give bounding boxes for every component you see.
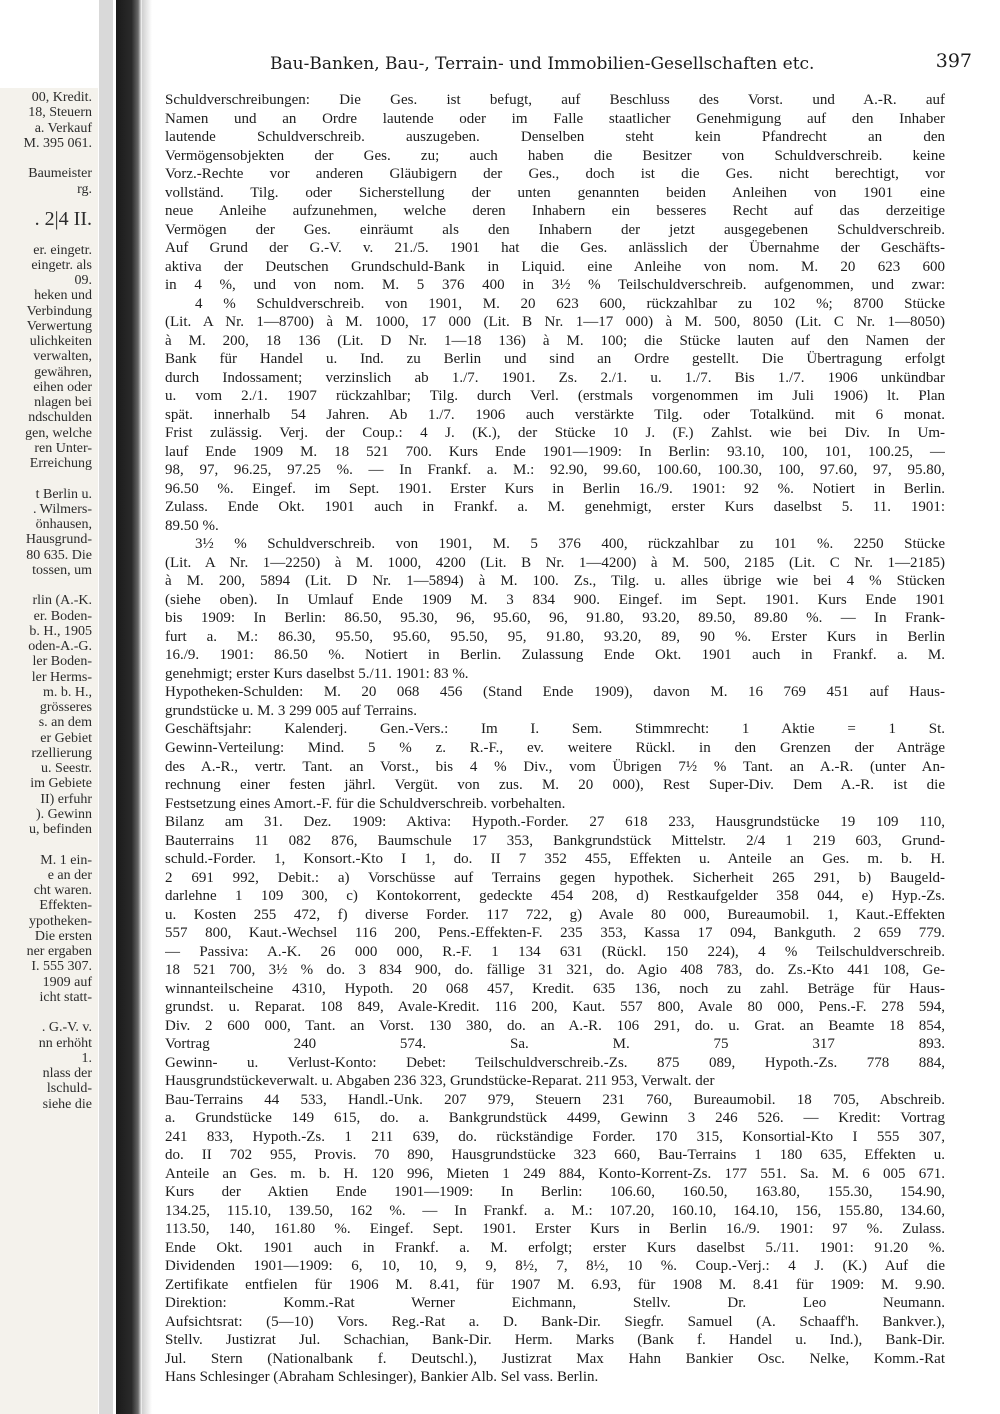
text-line: lautende Schuldverschreib. auszugeben. Denselben steht kein Pfandrecht an den [165,129,945,146]
left-fragment-line: tossen, um [32,562,92,578]
text-line: u. Kosten 255 472, f) diverse Forder. 117 722, g) Avale 80 000, Bureaumobil. 1, Kaut.-Effekten [165,906,945,923]
text-line: Vortrag 240 574. Sa. M. 75 317 893. [165,1036,945,1053]
left-fragment-line: u. Seestr. [41,761,92,776]
text-line: Gewinn-Verteilung: Mind. 5 % z. R.-F., ev. weitere Rückl. in den Grenzen der Anträge [165,740,945,756]
text-line: bis 1909: In Berlin: 86.50, 95.30, 96, 95.60, 96, 91.80, 93.20, 89.50, 89.80 %. — In Frank- [165,610,945,627]
left-fragment-line: . G.-V. v. [41,1020,92,1036]
left-fragment-line: M. 395 061. [23,135,92,151]
text-line: 16./9. 1901: 86.50 %. Notiert in Berlin. Zulassung Ende Okt. 1901 auch in Frankf. a. M. [165,647,945,664]
text-line: Stellv. Justizrat Jul. Schachian, Bank-Dir. Herm. Marks (Bank f. Handel u. Ind.), Bank-Dir. [165,1332,945,1349]
text-line: 2 691 992, Debit.: a) Vorschüsse auf Terrains gegen hypothek. Sicherheit 265 291, b) Baugeld- [165,869,945,886]
left-fragment-line: eihen oder [33,379,92,395]
text-line: 3½ % Schuldverschreib. von 1901, M. 5 376 400, rückzahlbar zu 101 %. 2250 Stücke [195,536,945,553]
text-line: Gewinn- u. Verlust-Konto: Debet: Teilschuldverschreib.-Zs. 875 089, Hypoth.-Zs. 778 884, [165,1054,945,1071]
left-fragment-line: II) erfuhr [40,791,92,807]
left-fragment-line: 18, Steuern [28,105,92,121]
left-fragment-line: lschuld- [46,1081,92,1097]
left-fragment-line: Verbindung [26,303,92,319]
text-line: u. vom 2./1. 1907 rückzahlbar; Tilg. durch Verl. (erstmals vorgenommen im Juli 1906) lt. Plan [165,388,945,405]
left-page-fragment [0,88,98,1414]
text-line: winnanteilscheine 4310, Hypoth. 20 068 457, Kredit. 635 136, noch zu zahl. Beträge für Haus- [165,980,945,997]
left-fragment-line: ). Gewinn [36,806,92,822]
text-line: 4 % Schuldverschreib. von 1901, M. 20 623 600, rückzahlbar zu 102 %; 8700 Stücke [195,295,945,312]
text-line: Zertifikate entfielen für 1906 M. 8.41, für 1907 M. 6.93, für 1908 M. 8.41 für 1909: M. 9.90. [165,1276,945,1293]
text-line: Namen und an Ordre lautende oder im Falle staatlicher Genehmigung auf den Inhaber [165,110,945,127]
text-line: Schuldverschreibungen: Die Ges. ist befugt, auf Beschluss des Vorst. und A.-R. auf [165,92,945,108]
left-fragment-line: m. b. H., [43,684,92,700]
left-fragment-line: rg. [77,181,92,197]
text-line: 18 521 700, 3½ % do. 3 834 900, do. fällige 31 321, do. Agio 408 783, do. Zs.-Kto 441 108, Ge- [165,962,945,979]
text-line: Aufsichtsrat: (5—10) Vors. Reg.-Rat a. D. Bank-Dir. Siegfr. Samuel (A. Schaaff'h. Bankver.), [165,1313,945,1330]
left-fragment-line: icht statt- [39,989,92,1005]
text-line: Vermögensobjekten der Ges. zu; auch haben die Besitzer von Schuldverschreib. keine [165,147,945,164]
text-line: 96.50 %. Eingef. im Sept. 1901. Erster Kurs in Berlin 16./9. 1901: 92 %. Notiert in Berlin. [165,480,945,497]
text-line: 98, 97, 96.25, 97.25 %. — In Frankf. a. M.: 92.90, 99.60, 100.60, 100.30, 100, 97.60, 97, 95.80, [165,462,945,479]
running-title: Bau-Banken, Bau-, Terrain- und Immobilien-Gesellschaften etc. [270,54,815,74]
left-fragment-line: Effekten- [39,898,92,914]
text-line: à M. 200, 18 136 (Lit. D Nr. 1—18 136) à M. 100; die Stücke lauten auf den Namen der [165,332,945,349]
left-fragment-line: . 2|4 II. [34,208,92,230]
left-fragment-line: ypotheken- [29,913,92,929]
text-line: grundstücke u. M. 3 299 005 auf Terrains. [165,702,417,719]
left-fragment-line: e an der [47,867,92,883]
left-fragment-line: 1. [81,1050,92,1066]
left-fragment-line: s. an dem [38,715,92,731]
page-number: 397 [935,50,972,72]
binding-shadow [116,0,142,1414]
left-fragment-line: u, befinden [29,822,92,837]
left-fragment-line: Baumeister [28,166,92,182]
left-fragment-line: er Gebiet [40,730,92,746]
text-line: — Passiva: A.-K. 26 000 000, R.-F. 1 134 631 (Rückl. 150 224), 4 % Teilschuldverschreib. [165,943,945,960]
main-text-column [165,92,945,1392]
text-line: Geschäftsjahr: Kalenderj. Gen.-Vers.: Im I. Sem. Stimmrecht: 1 Aktie = 1 St. [165,721,945,738]
text-line: rechnung einer festen jährl. Vergüt. von zus. M. 20 000), Rest Super-Div. Dem A.-R. ist die [165,777,945,794]
text-line: Auf Grund der G.-V. v. 21./5. 1901 hat die Ges. anlässlich der Übernahme der Geschäfts- [165,240,945,257]
text-line: Div. 2 600 000, Tant. an Vorst. 130 380, do. an A.-R. 106 291, do. u. Grat. an Beamte 18 854, [165,1017,945,1034]
text-line: schuld.-Forder. 1, Konsort.-Kto I 1, do. II 7 352 455, Effekten u. Anteile an Ges. m. b. H. [165,851,945,868]
left-fragment-line: . Wilmers- [32,501,92,517]
left-fragment-line: rzellierung [31,745,92,761]
text-line: 241 833, Hypoth.-Zs. 1 211 639, do. rückständige Forder. 170 315, Konsortial-Kto I 555 307, [165,1128,945,1145]
text-line: Vermögen der Ges. einräumt als den Inhabern der jetzt ausgegebenen Schuldverschreib. [165,221,945,238]
left-fragment-line: Hausgrund- [25,532,92,548]
left-fragment-line: eingetr. als [31,257,92,273]
text-line: Vorz.-Rechte vor anderen Gläubigern der Ges., doch ist die Ges. nicht berechtigt, vor [165,166,945,183]
text-line: à M. 200, 5894 (Lit. D Nr. 1—5894) à M. 100. Zs., Tilg. u. alles übrige wie bei 4 % Stücken [165,573,945,590]
text-line: lauf Ende 1909 M. 18 521 700. Kurs Ende 1901—1909: In Berlin: 93.10, 100, 101, 100.25, — [165,443,945,460]
left-fragment-line: verwalten, [33,349,92,365]
text-line: (siehe oben). In Umlauf Ende 1909 M. 3 834 900. Eingef. im Sept. 1901. Kurs Ende 1901 [165,591,945,608]
left-fragment-line: t Berlin u. [35,486,92,502]
left-fragment-line: im Gebiete [30,776,92,792]
text-line: grundst. u. Reparat. 108 849, Avale-Kredit. 116 200, Kaut. 557 800, Avale 80 000, Pens.-F. 278 594, [165,999,945,1016]
binding-shade [142,0,152,1414]
left-fragment-line: ndschulden [28,410,92,426]
left-fragment-line: 80 635. Die [26,547,92,563]
text-line: Direktion: Komm.-Rat Werner Eichmann, Stellv. Dr. Leo Neumann. [165,1295,945,1312]
text-line: (Lit. A Nr. 1—2250) à M. 1000, 4200 (Lit. B Nr. 1—4200) à M. 500, 2185 (Lit. C Nr. 1—2185) [165,554,945,571]
left-fragment-line: M. 1 ein- [40,852,92,868]
left-fragment-line: er. Boden- [33,608,92,624]
text-line: Bank für Handel u. Ind. zu Berlin und sind an Ordre gestellt. Die Übertragung erfolgt [165,351,945,368]
text-line: 89.50 %. [165,517,219,534]
left-fragment-line: grösseres [39,700,92,715]
text-line: des A.-R., vertr. Tant. an Vorst., bis 4 % Div., vom Übrigen 7½ % Tant. an A.-R. (unter An- [165,758,945,775]
page-header [270,50,972,78]
left-fragment-line: er. eingetr. [33,242,92,258]
text-line: vollständ. Tilg. oder Sicherstellung der unten genannten beiden Anleihen von 1901 eine [165,184,945,201]
text-line: darlehne 1 109 300, c) Kontokorrent, gedeckte 454 208, d) Restkaufgelder 358 044, e) Hyp.-Zs. [165,888,945,905]
left-fragment-line: Die ersten [34,928,92,944]
left-fragment-line: cht waren. [33,883,92,898]
text-line: in 4 %, und von nom. M. 5 376 400 in 3½ % Teilschuldverschreib. aufgenommen, und zwar: [165,277,945,294]
text-line: Bilanz am 31. Dez. 1909: Aktiva: Hypoth.-Forder. 27 618 233, Hausgrundstücke 19 109 110, [165,814,945,831]
text-line: Ende Okt. 1901 auch in Frankf. a. M. erfolgt; erster Kurs daselbst 5./11. 1901: 91.20 %. [165,1239,945,1256]
left-fragment-line: ner ergaben [26,944,92,959]
left-fragment-line: gen, welche [25,425,92,441]
text-line: Dividenden 1901—1909: 6, 10, 10, 9, 9, 8½, 7, 8½, 10 %. Coup.-Verj.: 4 J. (K.) Auf die [165,1258,945,1275]
text-line: a. Grundstücke 149 615, do. a. Bankgrundstück 4499, Gewinn 3 246 526. — Kredit: Vortrag [165,1110,945,1127]
text-line: Kurs der Aktien Ende 1901—1909: In Berlin: 106.60, 160.50, 163.80, 155.30, 154.90, [165,1184,945,1201]
left-fragment-line: b. H., 1905 [29,623,92,639]
text-line: Anteile an Ges. m. b. H. 120 996, Mieten 1 249 884, Konto-Korrent-Zs. 177 551. Sa. M. 6 005 671. [165,1165,945,1182]
text-line: Festsetzung eines Amort.-F. für die Schuldverschreib. vorbehalten. [165,795,566,812]
left-fragment-line: ulichkeiten [29,334,92,349]
page-gutter [99,0,113,1414]
left-fragment-line: 1909 auf [42,974,92,990]
left-fragment-line: rlin (A.-K. [32,593,92,609]
text-line: furt a. M.: 86.30, 95.50, 95.60, 95.50, 95, 91.80, 93.20, 89, 90 %. Erster Kurs in Berlin [165,628,945,645]
left-fragment-line: a. Verkauf [34,120,92,136]
left-fragment-line: Erreichung [29,456,92,471]
left-fragment-line: gewähren, [34,364,92,380]
text-line: do. II 702 955, Provis. 70 890, Hausgrundstücke 323 660, Bau-Terrains 1 180 635, Effekten u. [165,1147,945,1164]
text-line: Hans Schlesinger (Abraham Schlesinger), Bankier Alb. Sel vass. Berlin. [165,1369,599,1386]
left-fragment-line: nlagen bei [34,395,92,410]
text-line: spät. innerhalb 54 Jahren. Ab 1./7. 1906 auch verstärkte Tilg. oder Totalkünd. mit 6 monat. [165,406,945,423]
left-fragment-line: nn erhöht [38,1035,92,1051]
left-fragment-line: heken und [34,288,92,304]
text-line: neue Anleihe aufzunehmen, welche deren Inhabern ein besseres Recht auf das derzeitige [165,203,945,220]
text-line: aktiva der Deutschen Grundschuld-Bank in Liquid. eine Anleihe von nom. M. 20 623 600 [165,258,945,275]
left-fragment-line: Verwertung [26,318,92,334]
text-line: Hausgrundstückeverwalt. u. Abgaben 236 323, Grundstücke-Reparat. 211 953, Verwalt. der [165,1073,715,1090]
text-line: Zulass. Ende Okt. 1901 auch in Frankf. a. M. genehmigt, erster Kurs daselbst 5. 11. 1901: [165,499,945,516]
left-fragment-line: I. 555 307. [31,959,92,975]
left-fragment-line: ler Herms- [31,669,92,685]
left-fragment-line: önhausen, [35,517,92,532]
text-line: durch Indossament; verzinslich ab 1./7. 1901. Zs. 2./1. u. 1./7. Bis 1./7. 1906 unkündbar [165,369,945,386]
left-fragment-line: nlass der [42,1066,92,1081]
text-line: genehmigt; erster Kurs daselbst 5./11. 1901: 83 %. [165,665,469,682]
left-fragment-line: 09. [74,273,92,288]
left-fragment-line: 00, Kredit. [31,90,92,105]
left-fragment-line: ler Boden- [32,654,92,670]
text-line: (Lit. A Nr. 1—8700) à M. 1000, 17 000 (Lit. B Nr. 1—17 000) à M. 500, 8050 (Lit. C Nr. 1—8050) [165,314,945,331]
text-line: Jul. Stern (Nationalbank f. Deutschl.), Justizrat Max Hahn Bankier Osc. Nelke, Komm.-Rat [165,1350,945,1367]
text-line: 557 800, Kaut.-Wechsel 116 200, Pens.-Effekten-F. 235 353, Kassa 17 094, Bankguth. 2 659 779. [165,925,945,942]
left-fragment-line: siehe die [42,1096,92,1112]
left-fragment-line: ren Unter- [34,440,92,456]
text-line: Hypotheken-Schulden: M. 20 068 456 (Stand Ende 1909), davon M. 16 769 451 auf Haus- [165,684,945,701]
text-line: 113.50, 140, 161.80 %. Eingef. Sept. 1901. Erster Kurs in Berlin 16./9. 1901: 97 %. Zulass. [165,1221,945,1238]
text-line: 134.25, 115.10, 139.50, 162 %. — In Frankf. a. M.: 107.20, 160.10, 164.10, 156, 155.80, 134.60, [165,1202,945,1219]
text-line: Bau-Terrains 44 533, Handl.-Unk. 207 979, Steuern 231 760, Bureaumobil. 18 705, Abschreib. [165,1091,945,1108]
left-fragment-line: oden-A.-G. [28,639,92,654]
text-line: Frist zulässig. Verj. der Coup.: 4 J. (K.), der Stücke 10 J. (F.) Zahlst. wie bei Div. In Um- [165,425,945,442]
text-line: Bauterrains 11 082 876, Baumschule 17 353, Bankgrundstück Mittelstr. 2/4 1 219 603, Grund- [165,832,945,849]
